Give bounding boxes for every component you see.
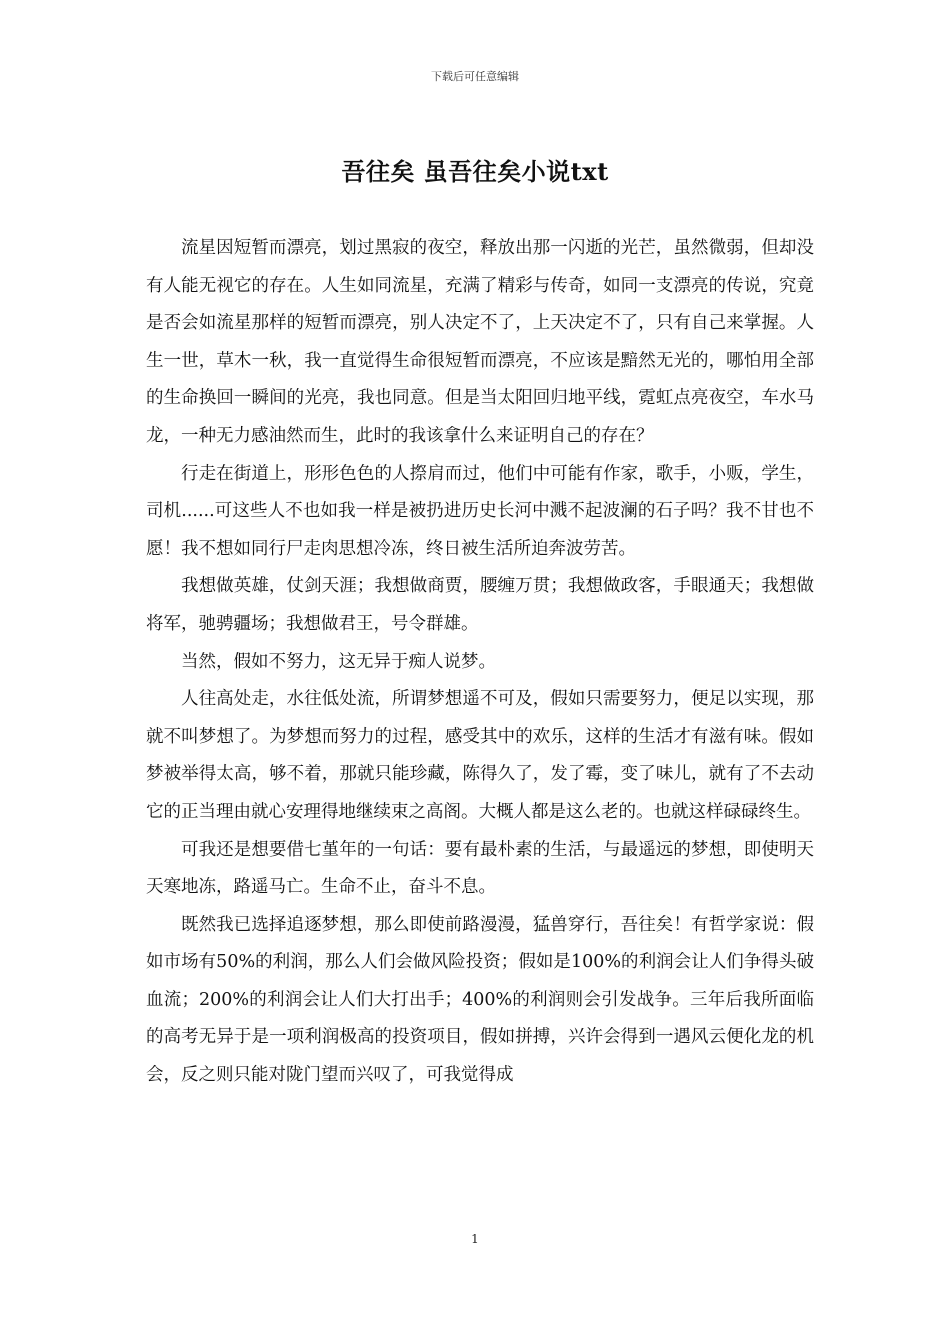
header-note: 下载后可任意编辑 [431,70,519,83]
paragraph: 流星因短暂而漂亮，划过黑寂的夜空，释放出那一闪逝的光芒，虽然微弱，但却没有人能无视它的存在。人生如同流星，充满了精彩与传奇，如同一支漂亮的传说，究竟是否会如流星那样的短暂而漂亮，别人决定不了，上天决定不了，只有自己来掌握。人生一世，草木一秋，我一直觉得生命很短暂而漂亮，不应该是黯然无光的，哪怕用全部的生命换回一瞬间的光亮，我也同意。但是当太阳回归地平线，霓虹点亮夜空，车水马龙，一种无力感油然而生，此时的我该拿什么来证明自己的存在？ [146,238,814,446]
paragraph: 可我还是想要借七堇年的一句话：要有最朴素的生活，与最遥远的梦想，即使明天天寒地冻，路遥马亡。生命不止，奋斗不息。 [146,839,814,898]
paragraph: 既然我已选择追逐梦想，那么即使前路漫漫，猛兽穿行，吾往矣！有哲学家说：假如市场有50%的利润，那么人们会做风险投资；假如是100%的利润会让人们争得头破血流；200%的利润会让人们大打出手；400%的利润则会引发战争。三年后我所面临的高考无异于是一项利润极高的投资项目，假如拼搏，兴许会得到一遇风云便化龙的机会，反之则只能对陇门望而兴叹了，可我觉得成 [146,914,814,1086]
page-title: 吾往矣 虽吾往矣小说txt [341,157,609,186]
paragraph: 当然，假如不努力，这无异于痴人说梦。 [181,651,496,672]
page-number: 1 [471,1232,479,1246]
paragraph: 人往高处走，水往低处流，所谓梦想遥不可及，假如只需要努力，便足以实现，那就不叫梦想了。为梦想而努力的过程，感受其中的欢乐，这样的生活才有滋有味。假如梦被举得太高，够不着，那就只能珍藏，陈得久了，发了霉，变了味儿，就有了不去动它的正当理由就心安理得地继续束之高阁。大概人都是这么老的。也就这样碌碌终生。 [146,689,814,822]
paragraph: 行走在街道上，形形色色的人摖肩而过，他们中可能有作家，歌手，小贩，学生，司机......可这些人不也如我一样是被扔进历史长河中溅不起波澜的石子吗？我不甘也不愿！我不想如同行尸走肉思想冷冻，终日被生活所迫奔波劳苦。 [146,463,814,559]
article-body [146,230,814,1095]
paragraph: 我想做英雄，仗剑天涯；我想做商贾，腰缠万贯；我想做政客，手眼通天；我想做将军，驰骋疆场；我想做君王，号令群雄。 [146,576,814,634]
